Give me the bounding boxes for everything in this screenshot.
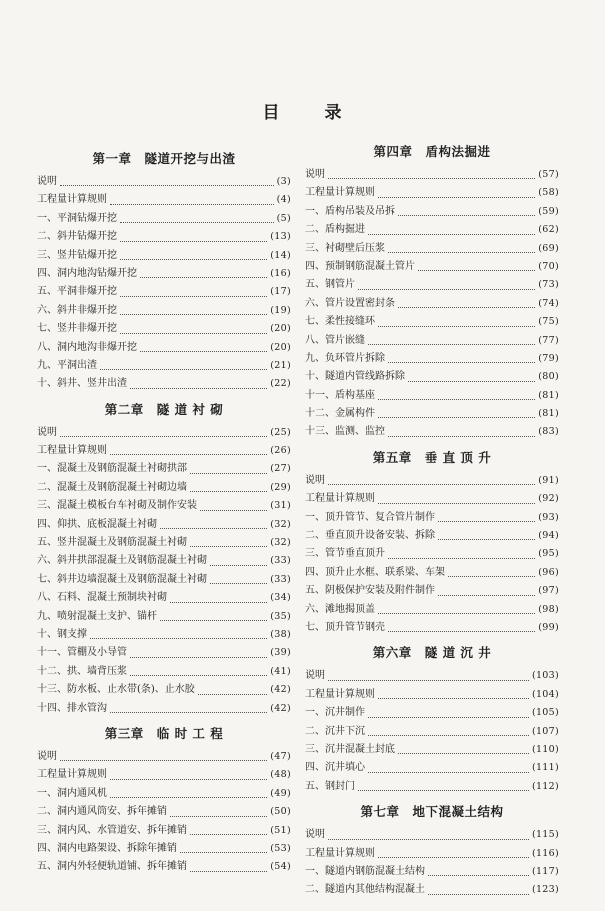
toc-entry-title: 十四、排水管沟 xyxy=(37,702,107,714)
toc-entry-page: (123) xyxy=(531,884,559,896)
dot-leader xyxy=(198,693,267,695)
dot-leader xyxy=(388,435,535,437)
dot-leader xyxy=(160,527,267,529)
dot-leader xyxy=(110,778,267,780)
toc-entry-title: 说明 xyxy=(37,176,57,187)
dot-leader xyxy=(328,838,529,840)
dot-leader xyxy=(130,656,267,658)
toc-entry-page: (5) xyxy=(276,212,291,224)
dot-leader xyxy=(170,601,267,603)
chapter-title: 第五章 垂 直 顶 升 xyxy=(372,449,492,465)
dot-leader xyxy=(130,674,267,676)
toc-entry-page: (81) xyxy=(538,389,559,401)
toc-entry[interactable] xyxy=(37,571,291,589)
toc-entry[interactable] xyxy=(305,723,559,741)
toc-entry-page: (19) xyxy=(270,304,291,316)
toc-entry-title: 二、沉井下沉 xyxy=(305,725,365,737)
toc-entry-page: (25) xyxy=(270,426,291,438)
toc-entry-title: 四、预制钢筋混凝土管片 xyxy=(305,260,415,272)
toc-entry-title: 八、洞内地沟非爆开挖 xyxy=(37,341,137,353)
toc-entry-page: (93) xyxy=(538,511,559,523)
toc-entry-title: 八、石料、混凝土预制块衬砌 xyxy=(37,592,167,604)
dot-leader xyxy=(190,472,267,474)
dot-leader xyxy=(140,276,267,278)
toc-entry-page: (51) xyxy=(270,824,291,836)
toc-entry-title: 说明 xyxy=(305,169,325,180)
dot-leader xyxy=(190,490,267,492)
toc-entry[interactable] xyxy=(305,527,559,545)
toc-entry[interactable] xyxy=(305,258,559,276)
toc-entry-title: 六、斜井拱部混凝土及钢筋混凝土衬砌 xyxy=(37,555,207,567)
toc-entry[interactable] xyxy=(305,203,559,221)
toc-entry[interactable] xyxy=(37,589,291,607)
toc-entry[interactable] xyxy=(305,601,559,619)
toc-entry[interactable] xyxy=(305,350,559,368)
toc-entry[interactable] xyxy=(305,332,559,350)
toc-entry-page: (80) xyxy=(538,371,559,383)
toc-entry-page: (75) xyxy=(538,316,559,328)
dot-leader xyxy=(90,637,267,639)
dot-leader xyxy=(358,288,535,290)
toc-entry-title: 四、沉井填心 xyxy=(305,762,365,774)
toc-entry-title: 一、混凝土及钢筋混凝土衬砌拱部 xyxy=(37,463,187,475)
toc-entry-page: (50) xyxy=(270,806,291,818)
dot-leader xyxy=(328,679,529,681)
dot-leader xyxy=(170,815,267,817)
toc-entry-page: (105) xyxy=(531,707,559,719)
toc-entry-page: (57) xyxy=(538,169,559,180)
toc-entry-page: (35) xyxy=(270,610,291,622)
toc-entry[interactable] xyxy=(305,778,559,796)
toc-entry-title: 五、阴极保护安装及附件制作 xyxy=(305,585,435,597)
toc-entry-page: (16) xyxy=(270,267,291,279)
dot-leader xyxy=(388,557,535,559)
dot-leader xyxy=(130,387,267,389)
toc-entry-title: 三、衬砌壁后压浆 xyxy=(305,242,385,254)
toc-entry-page: (70) xyxy=(538,260,559,272)
dot-leader xyxy=(190,833,267,835)
toc-entry[interactable] xyxy=(37,265,291,283)
toc-entry-title: 五、钢管片 xyxy=(305,279,355,291)
toc-entry-page: (21) xyxy=(270,359,291,371)
toc-entry-page: (32) xyxy=(270,537,291,549)
toc-entry-page: (95) xyxy=(538,548,559,560)
toc-entry-page: (81) xyxy=(538,408,559,420)
toc-entry[interactable] xyxy=(37,460,291,478)
toc-entry-page: (38) xyxy=(270,628,291,640)
toc-entry-title: 工程量计算规则 xyxy=(305,493,375,505)
toc-entry[interactable] xyxy=(37,840,291,858)
dot-leader xyxy=(110,203,274,205)
toc-entry[interactable] xyxy=(305,759,559,777)
toc-entry[interactable] xyxy=(305,387,559,405)
toc-entry[interactable] xyxy=(305,686,559,704)
toc-entry[interactable] xyxy=(37,357,291,375)
dot-leader xyxy=(120,221,274,223)
dot-leader xyxy=(368,771,529,773)
toc-entry[interactable] xyxy=(37,608,291,626)
dot-leader xyxy=(120,295,267,297)
toc-entry-page: (34) xyxy=(270,592,291,604)
dot-leader xyxy=(388,251,535,253)
toc-entry-page: (117) xyxy=(531,865,559,877)
toc-entry[interactable] xyxy=(305,582,559,600)
page-title-char-2: 录 xyxy=(324,103,343,123)
toc-entry[interactable] xyxy=(305,295,559,313)
toc-entry-title: 工程量计算规则 xyxy=(305,688,375,700)
toc-entry-page: (73) xyxy=(538,279,559,291)
toc-entry[interactable] xyxy=(305,276,559,294)
toc-entry[interactable] xyxy=(37,681,291,699)
toc-entry-title: 说明 xyxy=(305,474,325,486)
chapter-title: 第三章 临 时 工 程 xyxy=(104,725,224,741)
toc-entry[interactable] xyxy=(37,424,291,442)
toc-entry-title: 二、斜井钻爆开挖 xyxy=(37,231,117,243)
dot-leader xyxy=(388,361,535,363)
toc-entry-title: 七、竖井非爆开挖 xyxy=(37,323,117,335)
dot-leader xyxy=(110,711,267,713)
toc-entry-title: 十二、金属构件 xyxy=(305,408,375,420)
dot-leader xyxy=(60,759,267,761)
dot-leader xyxy=(190,545,267,547)
toc-entry[interactable] xyxy=(37,302,291,320)
toc-entry[interactable] xyxy=(305,472,559,490)
toc-entry-title: 一、沉井制作 xyxy=(305,707,365,719)
chapter-title: 第四章 盾构法掘进 xyxy=(373,144,491,159)
dot-leader xyxy=(110,796,267,798)
toc-entry[interactable] xyxy=(305,423,559,441)
toc-entry-title: 六、斜井非爆开挖 xyxy=(37,304,117,316)
toc-entry-title: 说明 xyxy=(37,426,57,438)
toc-entry-page: (20) xyxy=(270,341,291,353)
dot-leader xyxy=(210,564,267,566)
toc-entry[interactable] xyxy=(37,191,291,209)
toc-entry-page: (33) xyxy=(270,573,291,585)
toc-entry[interactable] xyxy=(37,516,291,534)
toc-entry[interactable] xyxy=(37,644,291,662)
toc-entry-title: 十三、监测、监控 xyxy=(305,426,385,438)
toc-entry-page: (83) xyxy=(538,426,559,438)
toc-entry[interactable] xyxy=(37,479,291,497)
dot-leader xyxy=(378,196,535,198)
toc-entry-title: 九、负环管片拆除 xyxy=(305,352,385,364)
toc-entry-page: (4) xyxy=(276,194,291,206)
toc-entry-title: 工程量计算规则 xyxy=(37,769,107,781)
page-title xyxy=(0,98,605,123)
toc-entry-page: (92) xyxy=(538,493,559,505)
toc-entry-title: 五、竖井混凝土及钢筋混凝土衬砌 xyxy=(37,537,187,549)
toc-entry[interactable] xyxy=(305,405,559,423)
toc-entry-page: (26) xyxy=(270,445,291,457)
dot-leader xyxy=(210,582,267,584)
toc-entry-title: 三、沉井混凝土封底 xyxy=(305,743,395,755)
chapter-title: 第六章 隧 道 沉 井 xyxy=(372,645,492,661)
dot-leader xyxy=(120,332,267,334)
toc-entry-page: (3) xyxy=(276,176,291,187)
toc-entry-page: (53) xyxy=(270,842,291,854)
toc-entry-page: (27) xyxy=(270,463,291,475)
toc-entry-page: (104) xyxy=(531,688,559,700)
toc-entry-title: 十二、拱、墙背压浆 xyxy=(37,665,127,677)
toc-entry-title: 五、平洞非爆开挖 xyxy=(37,286,117,298)
toc-entry-title: 一、顶升管节、复合管片制作 xyxy=(305,511,435,523)
toc-entry[interactable] xyxy=(305,741,559,759)
toc-entry[interactable] xyxy=(305,313,559,331)
toc-entry-page: (42) xyxy=(270,702,291,714)
chapter-title: 第七章 地下混凝土结构 xyxy=(360,804,504,820)
toc-entry-title: 一、洞内通风机 xyxy=(37,787,107,799)
toc-entry-page: (115) xyxy=(531,829,559,841)
toc-entry[interactable] xyxy=(37,173,291,191)
toc-entry-page: (91) xyxy=(538,474,559,486)
toc-entry-title: 四、仰拱、底板混凝土衬砌 xyxy=(37,518,157,530)
toc-entry-title: 十、钢支撑 xyxy=(37,628,87,640)
toc-entry[interactable] xyxy=(37,210,291,228)
toc-entry-title: 五、钢封门 xyxy=(305,780,355,792)
toc-entry-title: 八、管片嵌缝 xyxy=(305,334,365,346)
toc-entry-page: (49) xyxy=(270,787,291,799)
toc-entry[interactable] xyxy=(305,619,559,637)
toc-entry-title: 三、洞内风、水管道安、拆年摊销 xyxy=(37,824,187,836)
toc-entry-page: (58) xyxy=(538,187,559,199)
dot-leader xyxy=(388,630,535,632)
dot-leader xyxy=(408,380,535,382)
dot-leader xyxy=(120,258,267,260)
toc-entry-page: (47) xyxy=(270,750,291,762)
toc-entry-page: (112) xyxy=(531,780,559,792)
dot-leader xyxy=(200,509,267,511)
toc-entry[interactable] xyxy=(37,858,291,876)
toc-entry-title: 四、顶升止水框、联系梁、车架 xyxy=(305,566,445,578)
dot-leader xyxy=(60,435,267,437)
toc-entry[interactable] xyxy=(37,552,291,570)
toc-entry-title: 十三、防水板、止水带(条)、止水胶 xyxy=(37,684,195,696)
toc-entry-page: (79) xyxy=(538,352,559,364)
toc-entry-title: 四、洞内电路架设、拆除年摊销 xyxy=(37,842,177,854)
chapter-title: 第一章 隧道开挖与出渣 xyxy=(92,151,236,166)
toc-entry-page: (116) xyxy=(531,847,559,859)
toc-entry-page: (110) xyxy=(531,743,559,755)
toc-entry[interactable] xyxy=(37,700,291,718)
toc-entry[interactable] xyxy=(305,564,559,582)
page-title-char-1: 目 xyxy=(262,103,281,123)
toc-entry[interactable] xyxy=(37,766,291,784)
toc-entry[interactable] xyxy=(37,497,291,515)
toc-entry-title: 二、隧道内其他结构混凝土 xyxy=(305,884,425,896)
toc-entry-page: (98) xyxy=(538,603,559,615)
dot-leader xyxy=(100,368,267,370)
toc-entry-page: (94) xyxy=(538,530,559,542)
chapter-title: 第二章 隧 道 衬 砌 xyxy=(104,401,224,417)
toc-entry-page: (29) xyxy=(270,481,291,493)
dot-leader xyxy=(378,398,535,400)
toc-entry[interactable] xyxy=(37,663,291,681)
dot-leader xyxy=(378,697,529,699)
toc-entry-title: 十、隧道内管线路拆除 xyxy=(305,371,405,383)
toc-entry[interactable] xyxy=(37,320,291,338)
dot-leader xyxy=(368,734,529,736)
toc-entry-title: 二、盾构掘进 xyxy=(305,224,365,236)
toc-entry-page: (42) xyxy=(270,684,291,696)
toc-entry[interactable] xyxy=(305,545,559,563)
dot-leader xyxy=(428,893,529,895)
toc-entry-title: 工程量计算规则 xyxy=(305,187,375,199)
toc-entry-title: 二、混凝土及钢筋混凝土衬砌边墙 xyxy=(37,481,187,493)
toc-entry-page: (54) xyxy=(270,861,291,873)
toc-entry[interactable] xyxy=(37,339,291,357)
toc-entry-title: 七、顶升管节钢壳 xyxy=(305,621,385,633)
toc-entry-page: (99) xyxy=(538,621,559,633)
toc-entry-page: (96) xyxy=(538,566,559,578)
toc-entry-title: 一、盾构吊装及吊拆 xyxy=(305,205,395,217)
toc-entry-page: (20) xyxy=(270,323,291,335)
toc-entry[interactable] xyxy=(37,283,291,301)
toc-entry-title: 九、喷射混凝土支护、锚杆 xyxy=(37,610,157,622)
dot-leader xyxy=(368,716,529,718)
toc-entry-title: 说明 xyxy=(305,670,325,682)
toc-entry-page: (22) xyxy=(270,378,291,390)
toc-entry-page: (39) xyxy=(270,647,291,659)
toc-entry-page: (69) xyxy=(538,242,559,254)
dot-leader xyxy=(448,575,535,577)
toc-entry[interactable] xyxy=(37,228,291,246)
toc-entry-title: 三、混凝土模板台车衬砌及制作安装 xyxy=(37,500,197,512)
toc-entry-page: (74) xyxy=(538,297,559,309)
toc-entry-title: 三、管节垂直顶升 xyxy=(305,548,385,560)
toc-entry-page: (17) xyxy=(270,286,291,298)
dot-leader xyxy=(398,306,535,308)
toc-entry[interactable] xyxy=(305,368,559,386)
dot-leader xyxy=(190,870,267,872)
toc-entry-page: (14) xyxy=(270,249,291,261)
dot-leader xyxy=(428,874,529,876)
toc-entry[interactable] xyxy=(305,826,559,844)
toc-entry-title: 七、斜井边墙混凝土及钢筋混凝土衬砌 xyxy=(37,573,207,585)
toc-entry[interactable] xyxy=(305,881,559,899)
toc-entry[interactable] xyxy=(305,863,559,881)
dot-leader xyxy=(438,520,535,522)
toc-entry[interactable] xyxy=(37,785,291,803)
toc-entry-page: (41) xyxy=(270,665,291,677)
toc-entry-page: (59) xyxy=(538,205,559,217)
toc-entry[interactable] xyxy=(37,534,291,552)
toc-entry-title: 说明 xyxy=(305,829,325,841)
toc-entry[interactable] xyxy=(305,704,559,722)
toc-entry-title: 工程量计算规则 xyxy=(37,445,107,457)
toc-entry[interactable] xyxy=(305,221,559,239)
toc-entry[interactable] xyxy=(37,803,291,821)
dot-leader xyxy=(110,453,267,455)
toc-entry-title: 三、竖井钻爆开挖 xyxy=(37,249,117,261)
toc-entry-page: (107) xyxy=(531,725,559,737)
toc-entry[interactable] xyxy=(305,240,559,258)
toc-entry[interactable] xyxy=(305,490,559,508)
toc-entry[interactable] xyxy=(37,626,291,644)
toc-entry[interactable] xyxy=(37,748,291,766)
toc-entry-title: 工程量计算规则 xyxy=(37,194,107,206)
toc-entry-page: (97) xyxy=(538,585,559,597)
toc-entry[interactable] xyxy=(37,442,291,460)
dot-leader xyxy=(358,789,529,791)
toc-entry-title: 一、平洞钻爆开挖 xyxy=(37,212,117,224)
toc-entry-page: (32) xyxy=(270,518,291,530)
toc-entry[interactable] xyxy=(305,184,559,202)
toc-entry-page: (77) xyxy=(538,334,559,346)
dot-leader xyxy=(160,619,267,621)
dot-leader xyxy=(378,612,535,614)
toc-entry-title: 十、斜井、竖井出渣 xyxy=(37,378,127,390)
dot-leader xyxy=(368,343,535,345)
toc-entry-page: (62) xyxy=(538,224,559,236)
dot-leader xyxy=(438,594,535,596)
toc-entry-title: 二、垂直顶升设备安装、拆除 xyxy=(305,530,435,542)
toc-entry-title: 六、滩地揭顶盖 xyxy=(305,603,375,615)
toc-entry[interactable] xyxy=(305,845,559,863)
toc-entry-title: 六、管片设置密封条 xyxy=(305,297,395,309)
toc-entry-page: (13) xyxy=(270,231,291,243)
dot-leader xyxy=(378,325,535,327)
dot-leader xyxy=(378,502,535,504)
dot-leader xyxy=(378,856,529,858)
toc-entry[interactable] xyxy=(37,247,291,265)
toc-entry-page: (111) xyxy=(531,762,559,774)
toc-entry-title: 说明 xyxy=(37,750,57,762)
toc-entry-page: (48) xyxy=(270,769,291,781)
dot-leader xyxy=(120,240,267,242)
toc-entry-title: 五、洞内外轻便轨道铺、拆年摊销 xyxy=(37,861,187,873)
toc-entry[interactable] xyxy=(37,822,291,840)
toc-entry-title: 工程量计算规则 xyxy=(305,847,375,859)
toc-entry[interactable] xyxy=(37,375,291,393)
dot-leader xyxy=(180,851,267,853)
toc-entry[interactable] xyxy=(305,166,559,184)
toc-entry-title: 十一、管棚及小导管 xyxy=(37,647,127,659)
dot-leader xyxy=(328,177,535,179)
toc-column-right xyxy=(305,140,559,900)
toc-entry-title: 九、平洞出渣 xyxy=(37,359,97,371)
toc-entry-page: (33) xyxy=(270,555,291,567)
dot-leader xyxy=(398,752,529,754)
dot-leader xyxy=(328,483,535,485)
toc-entry-title: 七、柔性接缝环 xyxy=(305,316,375,328)
dot-leader xyxy=(140,350,267,352)
dot-leader xyxy=(378,416,535,418)
toc-entry-page: (31) xyxy=(270,500,291,512)
dot-leader xyxy=(60,184,274,186)
dot-leader xyxy=(438,538,535,540)
dot-leader xyxy=(418,269,535,271)
toc-column-left xyxy=(37,147,291,877)
toc-entry-page: (103) xyxy=(531,670,559,682)
toc-entry-title: 一、隧道内钢筋混凝土结构 xyxy=(305,865,425,877)
toc-entry-title: 四、洞内地沟钻爆开挖 xyxy=(37,267,137,279)
dot-leader xyxy=(368,233,535,235)
dot-leader xyxy=(120,313,267,315)
toc-entry[interactable] xyxy=(305,509,559,527)
dot-leader xyxy=(398,214,535,216)
toc-entry-title: 二、洞内通风筒安、拆年摊销 xyxy=(37,806,167,818)
toc-entry[interactable] xyxy=(305,667,559,685)
toc-entry-title: 十一、盾构基座 xyxy=(305,389,375,401)
